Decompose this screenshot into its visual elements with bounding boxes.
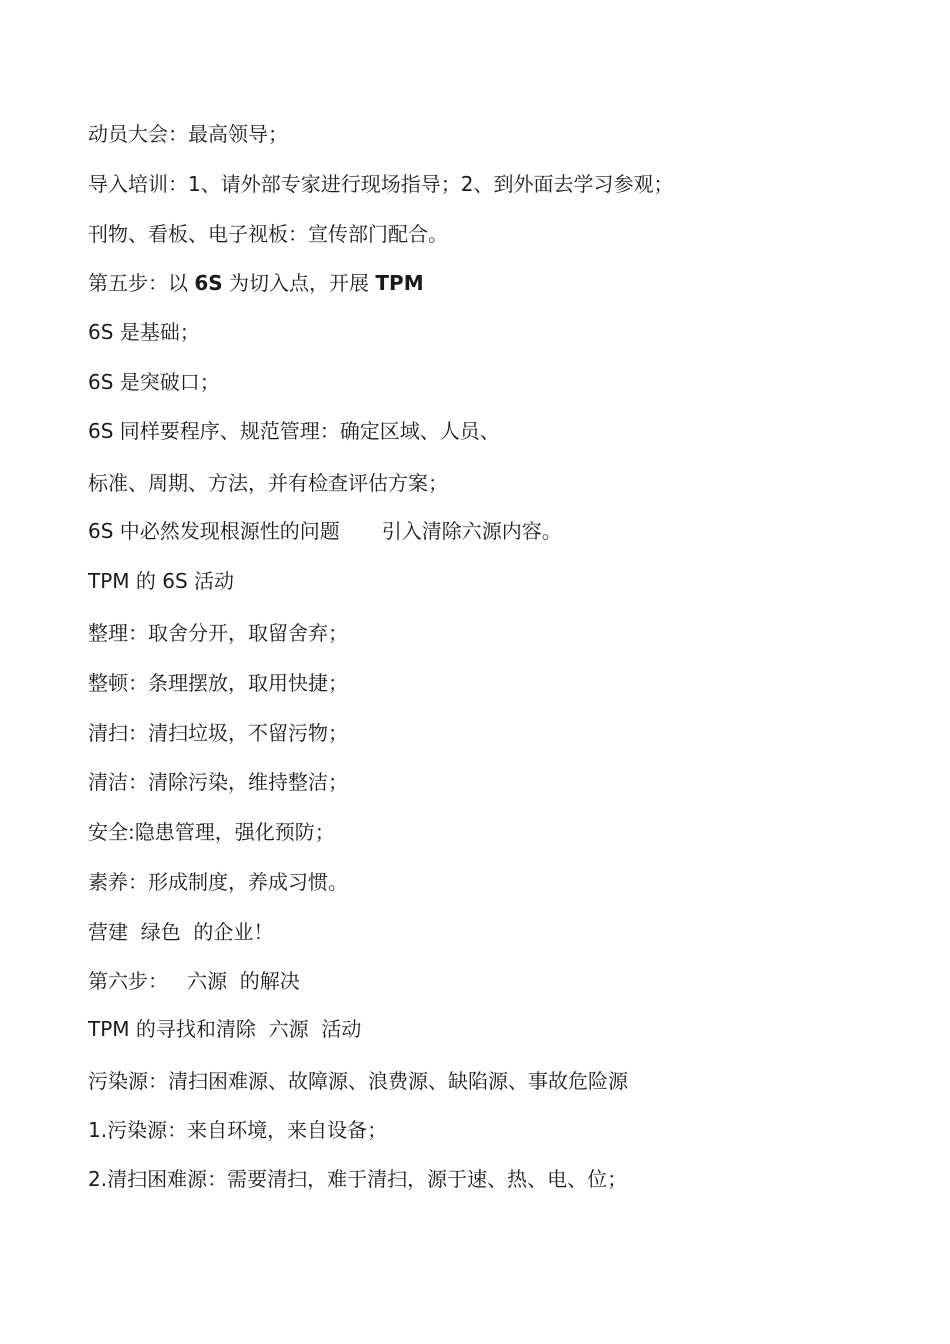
term-run: 6S: [88, 519, 114, 543]
term-run: 6S: [88, 370, 114, 394]
text-run: 是突破口；: [113, 370, 220, 394]
text-line-20: 污染源：清扫困难源、故障源、浪费源、缺陷源、事故危险源: [88, 1069, 628, 1093]
text-line-9: [88, 518, 562, 544]
text-run: 污染源：来自环境，来自设备；: [107, 1118, 388, 1142]
number-run: 1.: [88, 1118, 108, 1142]
text-line-2: [88, 171, 673, 197]
text-line-17: 营建 绿色 的企业！: [88, 920, 274, 944]
text-line-7: [88, 418, 500, 444]
text-run: 清扫困难源：需要清扫，难于清扫，源于速、热、电、位；: [107, 1167, 628, 1191]
number-run: 2: [460, 172, 474, 196]
term-run: TPM: [88, 1017, 130, 1041]
text-line-11: 整理：取舍分开，取留舍弃；: [88, 621, 348, 645]
text-run: 活动: [187, 569, 235, 593]
text-line-3: 刊物、看板、电子视板：宣传部门配合。: [88, 222, 448, 246]
text-line-19: [88, 1016, 361, 1042]
text-line-8: 标准、周期、方法，并有检查评估方案；: [88, 471, 448, 495]
text-run: 的: [129, 569, 163, 593]
text-line-6: [88, 369, 220, 395]
text-run: 同样要程序、规范管理：确定区域、人员、: [113, 419, 500, 443]
text-line-22: [88, 1166, 627, 1192]
colon-run: :: [128, 820, 135, 844]
text-line-5: [88, 319, 200, 345]
text-run: 引入清除六源内容。: [381, 519, 562, 543]
text-line-15: [88, 819, 335, 845]
number-run: 2.: [88, 1167, 108, 1191]
text-line-16: 素养：形成制度，养成习惯。: [88, 870, 348, 894]
number-run: 1: [188, 172, 201, 196]
text-run: 是基础；: [113, 320, 200, 344]
text-run: 安全: [88, 820, 128, 844]
step-five-heading: [88, 270, 424, 296]
text-run: 隐患管理，强化预防；: [134, 820, 335, 844]
tpm-6s-heading: [88, 568, 234, 594]
text-run: 第五步：以: [88, 271, 195, 295]
text-run: 、到外面去学习参观；: [473, 172, 674, 196]
text-run: 中必然发现根源性的问题: [113, 519, 340, 543]
text-line-14: 清洁：清除污染，维持整洁；: [88, 770, 348, 794]
bold-term: TPM: [375, 271, 424, 295]
bold-term: 6S: [194, 271, 223, 295]
term-run: 6S: [88, 320, 114, 344]
text-run: 、请外部专家进行现场指导；: [200, 172, 461, 196]
text-line-13: 清扫：清扫垃圾，不留污物；: [88, 721, 348, 745]
text-run: 为切入点，开展: [222, 271, 376, 295]
text-line-1: 动员大会：最高领导；: [88, 122, 288, 146]
term-run: 6S: [162, 569, 188, 593]
text-run: 导入培训：: [88, 172, 188, 196]
term-run: TPM: [88, 569, 130, 593]
step-six-heading: 第六步： 六源 的解决: [88, 969, 300, 993]
term-run: 6S: [88, 419, 114, 443]
text-run: 的寻找和清除 六源 活动: [129, 1017, 362, 1041]
text-line-21: [88, 1117, 387, 1143]
text-line-12: 整顿：条理摆放，取用快捷；: [88, 671, 348, 695]
